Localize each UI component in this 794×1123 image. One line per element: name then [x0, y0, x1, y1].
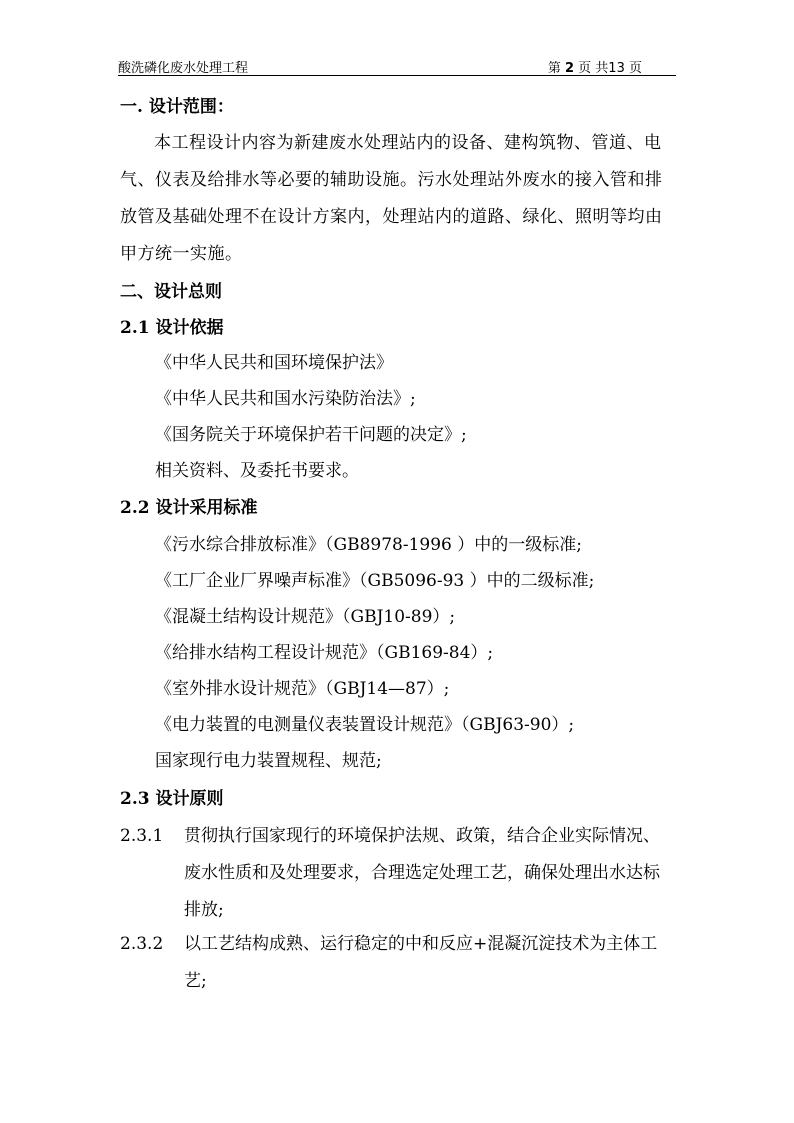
page-number: 第 2 页 共13 页 [547, 61, 642, 76]
principle-item [120, 818, 676, 929]
basis-item: 相关资料、及委托书要求。 [155, 461, 359, 481]
section-2-3-heading: 2.3 设计原则 [120, 789, 224, 809]
standard-item: 《电力装置的电测量仪表装置设计规范》（GBJ63-90）; [155, 715, 575, 735]
basis-item: 《国务院关于环境保护若干问题的决定》; [155, 425, 467, 445]
section-2-2-heading: 2.2 设计采用标准 [120, 498, 258, 518]
standard-item: 《混凝土结构设计规范》（GBJ10-89）; [155, 607, 456, 627]
principle-number: 2.3.2 [120, 934, 164, 954]
standard-item: 国家现行电力装置规程、规范; [155, 751, 382, 771]
principle-text: 贯彻执行国家现行的环境保护法规、政策，结合企业实际情况、废水性质和及处理要求，合理选定处理工艺，确保处理出水达标排放; [184, 826, 660, 920]
document-title: 酸洗磷化废水处理工程 [118, 61, 249, 76]
standard-item: 《室外排水设计规范》（GBJ14—87）; [155, 679, 450, 699]
basis-item: 《中华人民共和国环境保护法》 [155, 353, 393, 373]
principle-item [120, 926, 676, 1000]
standard-item: 《污水综合排放标准》（GB8978-1996 ）中的一级标准; [155, 535, 582, 555]
section-2-heading: 二、设计总则 [120, 282, 222, 302]
section-1-body: 本工程设计内容为新建废水处理站内的设备、建构筑物、管道、电气、仪表及给排水等必要的辅助设施。污水处理站外废水的接入管和排放管及基础处理不在设计方案内，处理站内的道路、绿化、照明等均由甲方统一实施。 [120, 133, 663, 264]
basis-item: 《中华人民共和国水污染防治法》; [155, 389, 416, 409]
page-header [118, 55, 676, 76]
standard-item: 《工厂企业厂界噪声标准》（GB5096-93 ）中的二级标准; [155, 571, 595, 591]
principle-number: 2.3.1 [120, 826, 164, 846]
section-2-1-heading: 2.1 设计依据 [120, 318, 224, 338]
principle-text: 以工艺结构成熟、运行稳定的中和反应+混凝沉淀技术为主体工艺; [184, 934, 658, 991]
standard-item: 《给排水结构工程设计规范》（GB169-84）; [155, 643, 494, 663]
section-1-heading: 一. 设计范围： [120, 97, 234, 117]
